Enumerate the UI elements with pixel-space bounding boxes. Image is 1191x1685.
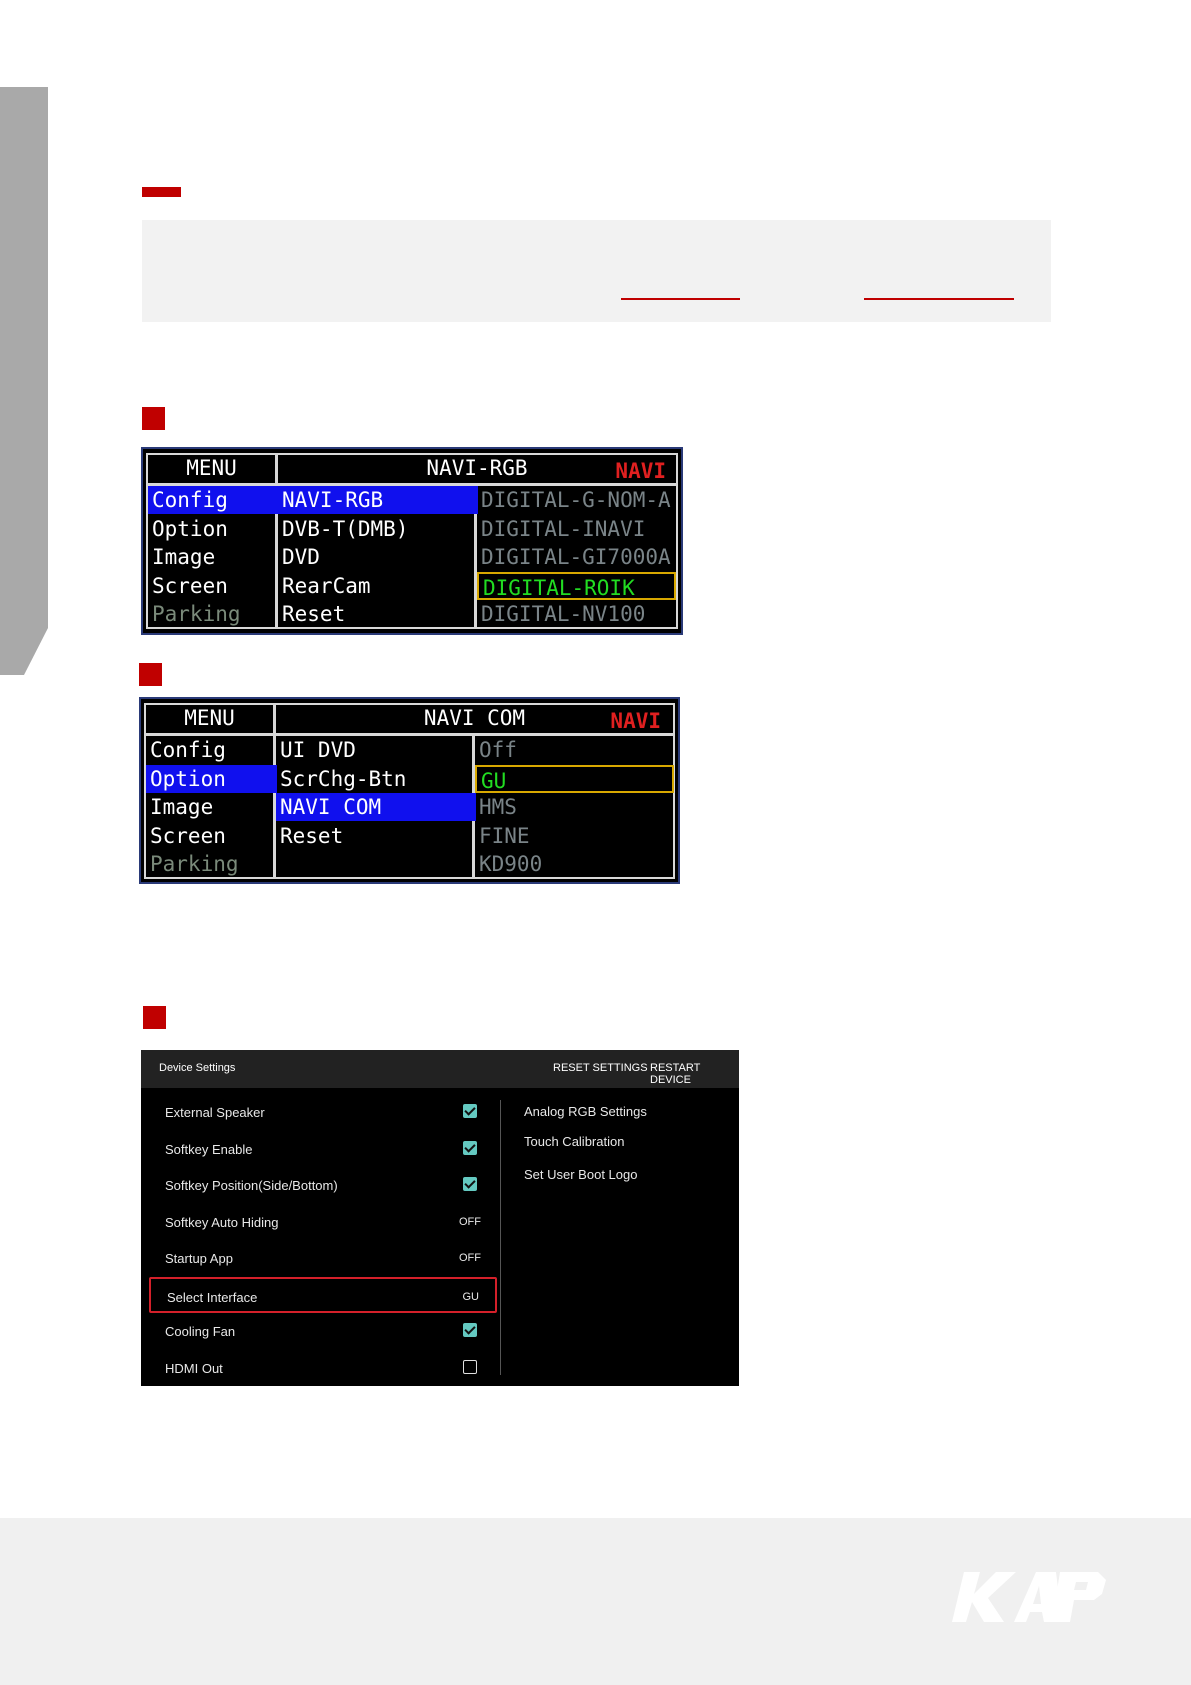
osd-menu-item[interactable]: Screen (152, 573, 228, 598)
osd-option-item[interactable]: DIGITAL-NV100 (481, 602, 646, 626)
osd-submenu-item[interactable]: ScrChg-Btn (280, 766, 407, 791)
setting-row[interactable] (149, 1277, 497, 1313)
setting-row[interactable] (149, 1131, 497, 1167)
device-settings-toolbar (141, 1050, 739, 1088)
note-underline-1 (621, 298, 740, 300)
checkbox-checked-icon[interactable] (463, 1323, 477, 1337)
osd-submenu-item[interactable]: Reset (280, 823, 344, 848)
osd-navi-rgb-menu (141, 447, 683, 635)
note-underline-2 (864, 298, 1014, 300)
osd-menu-item[interactable]: Image (152, 545, 216, 569)
setting-label: Cooling Fan (165, 1324, 236, 1339)
osd-navi-tag: NAVI (610, 709, 661, 733)
osd-menu-item[interactable]: Parking (152, 602, 241, 626)
osd-submenu-item[interactable]: RearCam (282, 573, 371, 598)
step-marker-1 (142, 407, 165, 430)
checkbox-unchecked-icon[interactable] (463, 1360, 477, 1374)
setting-label: Softkey Enable (165, 1141, 253, 1157)
setting-value: GU (462, 1290, 479, 1303)
setting-row[interactable] (149, 1313, 497, 1349)
osd-menu-header (144, 703, 275, 735)
osd-option-item[interactable]: GU (475, 765, 674, 793)
osd-option-item[interactable]: FINE (479, 823, 530, 848)
osd-menu-item[interactable]: Option (146, 765, 277, 793)
checkbox-checked-icon[interactable] (463, 1177, 477, 1191)
setting-value: OFF (459, 1215, 481, 1228)
osd-submenu-item[interactable]: UI DVD (280, 738, 356, 762)
osd-menu-item[interactable]: Config (150, 738, 226, 762)
osd-header-title: NAVI-RGB (426, 456, 528, 480)
setting-row[interactable] (149, 1167, 497, 1203)
device-settings-screen (141, 1050, 739, 1386)
osd-option-item[interactable]: DIGITAL-G-NOM-A (481, 488, 671, 512)
setting-label: Startup App (165, 1251, 233, 1266)
setting-label: Softkey Auto Hiding (165, 1214, 279, 1230)
osd-menu-item[interactable]: Option (152, 516, 228, 541)
setting-row[interactable] (149, 1350, 497, 1386)
osd-menu-header (146, 453, 277, 485)
setting-row[interactable] (149, 1094, 497, 1130)
column-divider (500, 1100, 501, 1375)
osd-menu-item[interactable]: Config (148, 486, 279, 514)
setting-value: OFF (459, 1252, 481, 1264)
setting-label: Softkey Position(Side/Bottom) (165, 1178, 338, 1193)
setting-label: HDMI Out (165, 1360, 223, 1376)
osd-submenu-header (274, 703, 675, 735)
osd-menu-title: MENU (184, 706, 235, 730)
osd-header-title: NAVI COM (423, 706, 526, 730)
osd-submenu-item[interactable]: Reset (282, 602, 346, 626)
device-settings-title: Device Settings (159, 1062, 236, 1074)
osd-submenu-item[interactable]: NAVI-RGB (278, 486, 478, 514)
section-accent-bar (142, 187, 181, 197)
osd-submenu-header (276, 453, 678, 485)
setting-label: Select Interface (167, 1289, 258, 1305)
osd-option-item[interactable]: Off (479, 738, 517, 762)
osd-option-item[interactable]: DIGITAL-GI7000A (481, 545, 671, 569)
settings-link[interactable]: Set User Boot Logo (524, 1167, 638, 1182)
checkbox-checked-icon[interactable] (463, 1141, 477, 1155)
kap-logo (952, 1568, 1108, 1626)
restart-device-button[interactable]: RESTART DEVICE (650, 1062, 701, 1086)
reset-settings-button[interactable]: RESET SETTINGS (553, 1062, 648, 1074)
osd-navi-tag: NAVI (615, 459, 666, 483)
settings-link[interactable]: Touch Calibration (524, 1134, 625, 1149)
osd-menu-item[interactable]: Screen (150, 823, 226, 848)
side-tab (0, 87, 48, 675)
setting-row[interactable] (149, 1204, 497, 1240)
settings-link[interactable]: Analog RGB Settings (524, 1104, 647, 1119)
osd-submenu-item[interactable]: NAVI COM (276, 793, 476, 821)
osd-submenu-item[interactable]: DVB-T(DMB) (282, 516, 409, 541)
osd-option-item[interactable]: KD900 (479, 852, 543, 876)
osd-navi-com-menu (139, 697, 680, 884)
osd-submenu-item[interactable]: DVD (282, 545, 320, 569)
osd-option-item[interactable]: DIGITAL-ROIK (477, 572, 676, 600)
step-marker-2 (139, 663, 162, 686)
step-marker-3 (143, 1006, 166, 1029)
setting-label: External Speaker (165, 1105, 265, 1120)
note-box (142, 220, 1051, 322)
setting-row[interactable] (149, 1240, 497, 1276)
checkbox-checked-icon[interactable] (463, 1104, 477, 1118)
osd-menu-item[interactable]: Parking (150, 852, 239, 876)
osd-menu-item[interactable]: Image (150, 795, 214, 819)
osd-menu-title: MENU (186, 456, 237, 480)
osd-option-item[interactable]: DIGITAL-INAVI (481, 516, 646, 541)
osd-option-item[interactable]: HMS (479, 795, 517, 819)
